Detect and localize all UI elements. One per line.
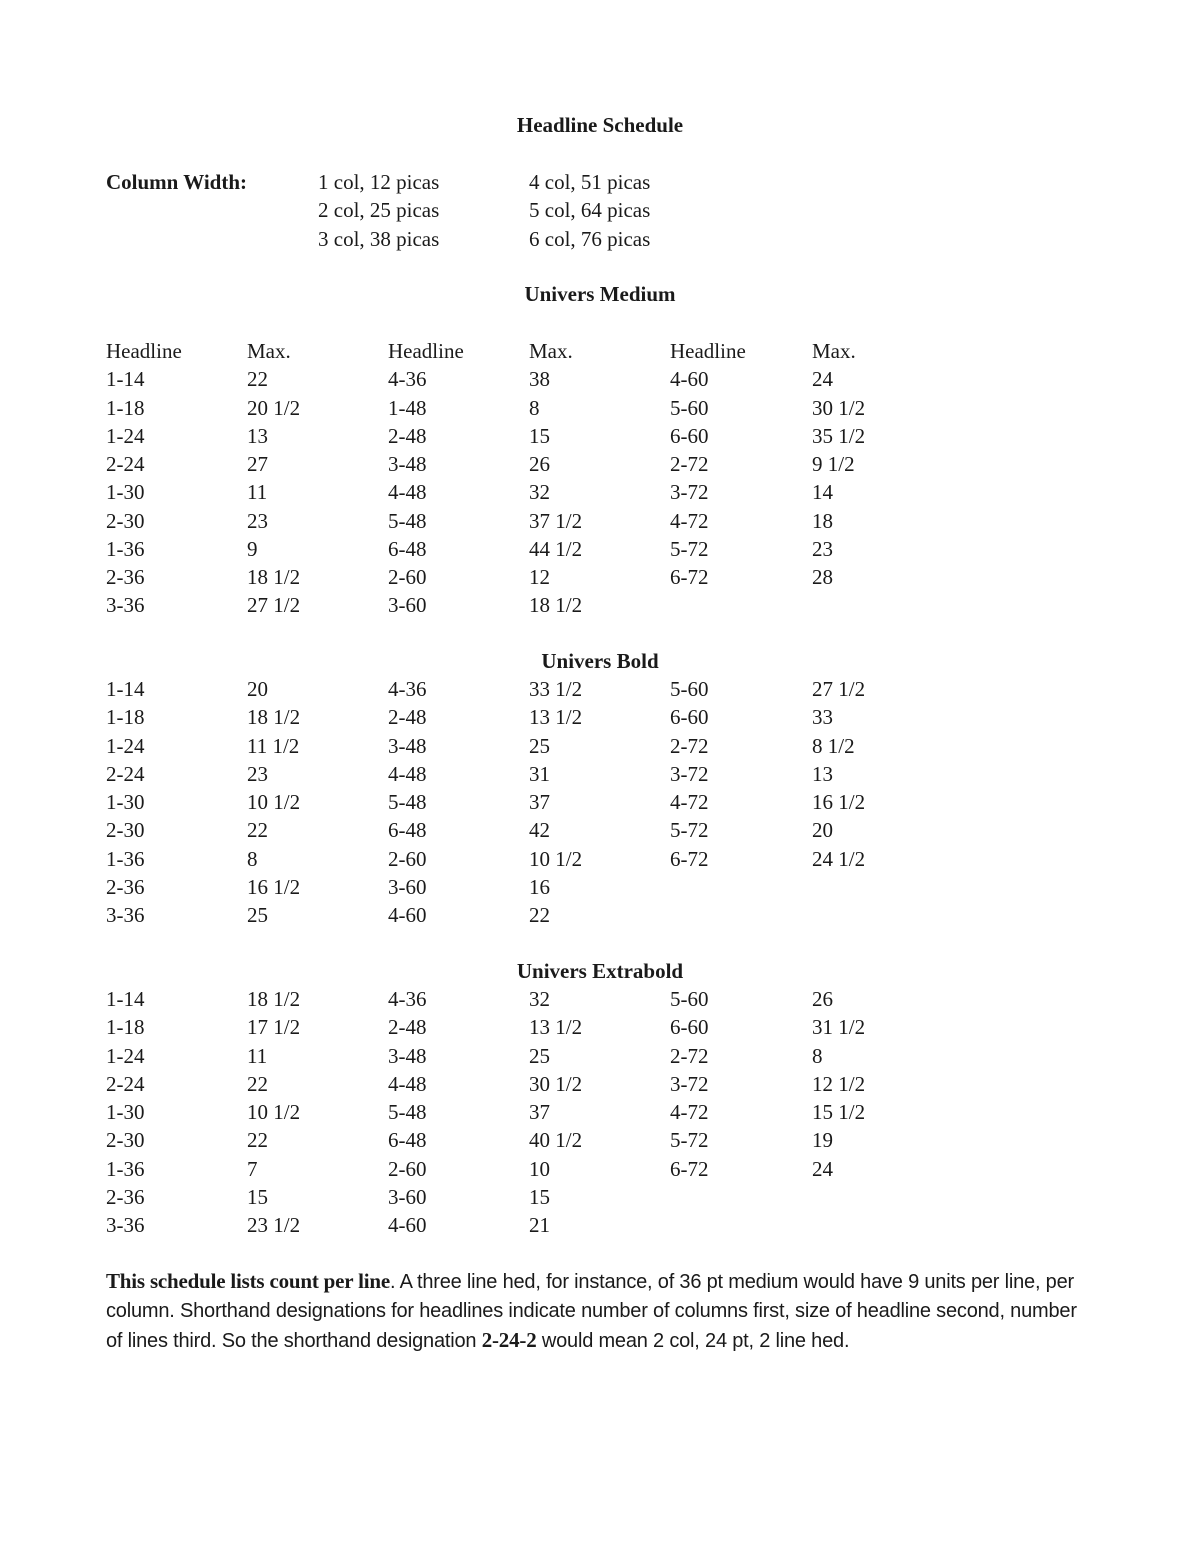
headline-cell: 3-60	[388, 874, 427, 899]
table-row	[0, 789, 1200, 817]
headline-cell: 1-30	[106, 480, 145, 505]
max-cell: 15	[247, 1184, 268, 1209]
table-row	[0, 1014, 1200, 1042]
headline-cell: 4-36	[388, 367, 427, 392]
table-row	[0, 704, 1200, 732]
max-cell: 26	[529, 452, 550, 476]
max-cell: 24	[812, 367, 833, 392]
max-cell: 7	[247, 1156, 258, 1181]
max-cell: 19	[812, 1128, 833, 1153]
table-row	[0, 592, 1200, 620]
max-cell: 31 1/2	[812, 1015, 866, 1040]
max-cell: 42	[529, 818, 550, 843]
headline-cell: 6-72	[670, 1156, 709, 1181]
max-cell: 16 1/2	[812, 790, 866, 814]
headline-cell: 4-60	[388, 1213, 427, 1237]
table-row	[0, 451, 1200, 479]
headline-cell: 2-60	[388, 1156, 427, 1181]
table-row	[0, 1071, 1200, 1099]
headline-cell: 5-72	[670, 818, 709, 843]
table-row	[0, 479, 1200, 507]
max-cell: 21	[529, 1213, 550, 1237]
max-cell: 10 1/2	[247, 790, 301, 814]
headline-cell: 6-60	[670, 1015, 709, 1040]
headline-cell: 2-48	[388, 423, 427, 448]
headline-cell: 3-72	[670, 480, 709, 505]
max-cell: 28	[812, 565, 833, 589]
max-cell: 18 1/2	[529, 593, 583, 618]
max-cell: 16	[529, 874, 550, 899]
table-row	[0, 1043, 1200, 1071]
headline-cell: 1-24	[106, 733, 145, 758]
headline-cell: 1-36	[106, 536, 145, 561]
headline-cell: 3-60	[388, 593, 427, 618]
headline-cell: 1-30	[106, 1100, 145, 1124]
table-row	[0, 846, 1200, 874]
max-cell: 31	[529, 761, 550, 786]
headline-cell: 4-36	[388, 677, 427, 701]
column-width-list-left	[318, 168, 439, 253]
max-cell: 23 1/2	[247, 1213, 301, 1237]
max-cell: 25	[529, 1043, 550, 1068]
headline-cell: 4-72	[670, 790, 709, 814]
max-cell: 20	[812, 818, 833, 843]
headline-cell: 5-60	[670, 677, 709, 701]
headline-cell: 1-24	[106, 1043, 145, 1068]
headline-cell: 6-48	[388, 818, 427, 843]
max-cell: 27	[247, 452, 268, 476]
headline-cell: 1-30	[106, 790, 145, 814]
max-cell: 12 1/2	[812, 1071, 866, 1096]
section-title-univers-medium: Univers Medium	[524, 282, 676, 306]
headline-cell: Headline	[388, 339, 464, 363]
max-cell: 23	[247, 761, 268, 786]
column-width-entry: 3 col, 38 picas	[318, 226, 440, 251]
max-cell: 32	[529, 987, 550, 1011]
headline-cell: 2-72	[670, 1043, 709, 1068]
headline-cell: 1-18	[106, 705, 145, 730]
headline-cell: Headline	[106, 339, 182, 363]
headline-cell: 6-48	[388, 536, 427, 561]
page-title: Headline Schedule	[516, 113, 684, 137]
max-cell: 22	[247, 1128, 268, 1153]
max-cell: 8	[812, 1043, 823, 1068]
headline-cell: 5-72	[670, 536, 709, 561]
max-cell: 18	[812, 508, 833, 533]
headline-cell: 6-60	[670, 423, 709, 448]
max-cell: 18 1/2	[247, 565, 301, 589]
headline-cell: 2-30	[106, 508, 145, 533]
max-cell: 33	[812, 705, 833, 730]
table-row	[0, 536, 1200, 564]
headline-cell: 2-24	[106, 452, 145, 476]
table-row	[0, 902, 1200, 930]
table-row	[0, 423, 1200, 451]
column-width-list-right	[529, 168, 650, 253]
max-cell: 25	[247, 903, 268, 927]
headline-cell: 3-48	[388, 452, 427, 476]
headline-cell: 1-36	[106, 1156, 145, 1181]
headline-cell: 6-72	[670, 846, 709, 871]
headline-cell: 2-60	[388, 846, 427, 871]
max-cell: 9 1/2	[812, 452, 855, 476]
headline-cell: 5-48	[388, 1100, 427, 1124]
headline-cell: 1-18	[106, 1015, 145, 1040]
note-text-1: . A three line hed, for instance, of 36 pt medium would have 9 units per line, per column. Shorthand designations for headlines indicate number of columns first, size of headline second, number of lines third. So the shorthand designation	[106, 1271, 1077, 1352]
headline-cell: 2-30	[106, 1128, 145, 1153]
max-cell: Max.	[812, 339, 856, 363]
headline-cell: 4-36	[388, 987, 427, 1011]
headline-cell: 1-14	[106, 677, 145, 701]
max-cell: 18 1/2	[247, 705, 301, 730]
column-width-label: Column Width:	[106, 170, 248, 194]
table-univers-medium	[0, 338, 1200, 621]
column-width-entry: 5 col, 64 picas	[529, 198, 651, 223]
headline-cell: 1-14	[106, 987, 145, 1011]
headline-cell: 1-14	[106, 367, 145, 392]
max-cell: 38	[529, 367, 550, 392]
max-cell: 11 1/2	[247, 733, 300, 758]
headline-cell: 1-48	[388, 395, 427, 420]
note-bold-lead: This schedule lists count per line	[106, 1269, 390, 1293]
max-cell: 37 1/2	[529, 508, 583, 533]
max-cell: 15	[529, 423, 550, 448]
table-row	[0, 564, 1200, 592]
headline-cell: 2-60	[388, 565, 427, 589]
schedule-note	[106, 1267, 1096, 1356]
column-width-entry: 2 col, 25 picas	[318, 198, 440, 223]
table-row	[0, 1184, 1200, 1212]
headline-cell: 4-72	[670, 508, 709, 533]
max-cell: 13	[247, 423, 268, 448]
max-cell: 33 1/2	[529, 677, 583, 701]
headline-cell: 5-60	[670, 395, 709, 420]
column-width-entry: 1 col, 12 picas	[318, 170, 440, 194]
headline-cell: Headline	[670, 339, 746, 363]
headline-cell: 2-36	[106, 874, 145, 899]
max-cell: 22	[247, 818, 268, 843]
headline-cell: 3-48	[388, 733, 427, 758]
max-cell: 37	[529, 790, 550, 814]
max-cell: 16 1/2	[247, 874, 301, 899]
max-cell: 40 1/2	[529, 1128, 583, 1153]
max-cell: 8	[529, 395, 540, 420]
max-cell: 26	[812, 987, 833, 1011]
note-bold-example: 2-24-2	[481, 1328, 537, 1352]
headline-cell: 5-48	[388, 790, 427, 814]
note-text-2: would mean 2 col, 24 pt, 2 line hed.	[536, 1330, 850, 1352]
max-cell: 11	[247, 1043, 268, 1068]
max-cell: 27 1/2	[247, 593, 301, 618]
table-univers-bold	[0, 676, 1200, 930]
max-cell: 27 1/2	[812, 677, 866, 701]
table-univers-extrabold	[0, 986, 1200, 1240]
table-row	[0, 817, 1200, 845]
headline-cell: 3-72	[670, 761, 709, 786]
table-row	[0, 986, 1200, 1014]
headline-cell: 6-60	[670, 705, 709, 730]
max-cell: 23	[247, 508, 268, 533]
headline-cell: 2-24	[106, 1071, 145, 1096]
table-row	[0, 395, 1200, 423]
max-cell: 9	[247, 536, 258, 561]
table-row	[0, 676, 1200, 704]
headline-cell: 2-48	[388, 1015, 427, 1040]
max-cell: 22	[247, 1071, 268, 1096]
table-row	[0, 761, 1200, 789]
headline-cell: 2-72	[670, 452, 709, 476]
headline-cell: 4-48	[388, 480, 427, 505]
max-cell: 20	[247, 677, 268, 701]
headline-cell: 3-72	[670, 1071, 709, 1096]
table-row	[0, 1212, 1200, 1240]
table-row	[0, 1127, 1200, 1155]
max-cell: 30 1/2	[812, 395, 866, 420]
headline-cell: 3-48	[388, 1043, 427, 1068]
max-cell: 8	[247, 846, 258, 871]
table-row	[0, 874, 1200, 902]
max-cell: 10 1/2	[529, 846, 583, 871]
headline-cell: 6-72	[670, 565, 709, 589]
max-cell: 35 1/2	[812, 423, 866, 448]
max-cell: Max.	[247, 339, 291, 363]
max-cell: 25	[529, 733, 550, 758]
headline-cell: 1-24	[106, 423, 145, 448]
max-cell: 13 1/2	[529, 705, 583, 730]
max-cell: 22	[247, 367, 268, 392]
headline-cell: 4-48	[388, 761, 427, 786]
max-cell: 8 1/2	[812, 733, 855, 758]
headline-cell: 2-30	[106, 818, 145, 843]
headline-cell: 1-18	[106, 395, 145, 420]
max-cell: 20 1/2	[247, 395, 301, 420]
max-cell: 22	[529, 903, 550, 927]
table-row	[0, 366, 1200, 394]
max-cell: 13	[812, 761, 833, 786]
max-cell: 15	[529, 1184, 550, 1209]
headline-cell: 2-36	[106, 1184, 145, 1209]
section-title-univers-extrabold: Univers Extrabold	[516, 959, 684, 983]
max-cell: 32	[529, 480, 550, 505]
headline-cell: 2-48	[388, 705, 427, 730]
headline-cell: 4-60	[388, 903, 427, 927]
headline-cell: 5-48	[388, 508, 427, 533]
column-width-entry: 4 col, 51 picas	[529, 170, 651, 194]
table-row	[0, 1156, 1200, 1184]
max-cell: 10 1/2	[247, 1100, 301, 1124]
headline-cell: 3-36	[106, 1213, 145, 1237]
section-title-univers-bold: Univers Bold	[541, 649, 659, 673]
max-cell: 13 1/2	[529, 1015, 583, 1040]
max-cell: 30 1/2	[529, 1071, 583, 1096]
headline-cell: 6-48	[388, 1128, 427, 1153]
max-cell: 10	[529, 1156, 550, 1181]
max-cell: 44 1/2	[529, 536, 583, 561]
max-cell: 11	[247, 480, 268, 505]
table-row	[0, 508, 1200, 536]
headline-cell: 3-36	[106, 903, 145, 927]
headline-cell: 2-36	[106, 565, 145, 589]
max-cell: 23	[812, 536, 833, 561]
headline-cell: 3-36	[106, 593, 145, 618]
headline-cell: 3-60	[388, 1184, 427, 1209]
max-cell: 24 1/2	[812, 846, 866, 871]
max-cell: 12	[529, 565, 550, 589]
max-cell: 15 1/2	[812, 1100, 866, 1124]
headline-cell: 2-24	[106, 761, 145, 786]
max-cell: 18 1/2	[247, 987, 301, 1011]
headline-cell: 4-60	[670, 367, 709, 392]
max-cell: 14	[812, 480, 833, 505]
max-cell: Max.	[529, 339, 573, 363]
max-cell: 17 1/2	[247, 1015, 301, 1040]
headline-cell: 1-36	[106, 846, 145, 871]
max-cell: 37	[529, 1100, 550, 1124]
table-header-row	[0, 338, 1200, 366]
headline-cell: 5-60	[670, 987, 709, 1011]
headline-cell: 2-72	[670, 733, 709, 758]
column-width-entry: 6 col, 76 picas	[529, 226, 651, 251]
max-cell: 24	[812, 1156, 833, 1181]
table-row	[0, 1099, 1200, 1127]
headline-cell: 4-48	[388, 1071, 427, 1096]
table-row	[0, 733, 1200, 761]
headline-cell: 5-72	[670, 1128, 709, 1153]
headline-cell: 4-72	[670, 1100, 709, 1124]
